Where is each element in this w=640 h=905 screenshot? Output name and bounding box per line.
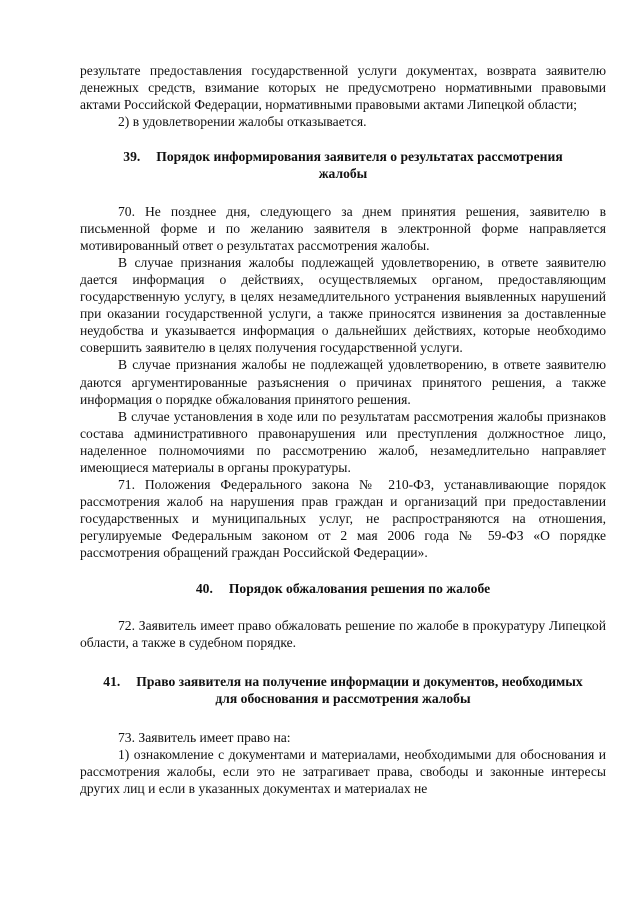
- paragraph-72: 72. Заявитель имеет право обжаловать решение по жалобе в прокуратуру Липецкой области, а также в судебном порядке.: [80, 617, 606, 650]
- paragraph-70-rejected: В случае признания жалобы не подлежащей удовлетворению, в ответе заявителю даются аргументированные разъяснения о причинах принятого решения, а также информация о порядке обжалования принятого решения.: [80, 357, 606, 407]
- section-number: 40.: [195, 580, 213, 596]
- paragraph-70-offense: В случае установления в ходе или по результатам рассмотрения жалобы признаков состава административного правонарушения или преступления должностное лицо, наделенное полномочиями по рассмотрению жалоб, незамедлительно направляет имеющиеся материалы в органы прокуратуры.: [80, 408, 606, 475]
- continuation-paragraph: результате предоставления государственной услуги документах, возврата заявителю денежных средств, взимание которых не предусмотрено нормативными правовыми актами Российской Федерации, нормативными правовыми актами Липецкой области;: [80, 63, 606, 113]
- paragraph-73: 73. Заявитель имеет право на:: [118, 730, 291, 745]
- list-item-2: 2) в удовлетворении жалобы отказывается.: [118, 114, 367, 130]
- section-40-heading: [80, 580, 606, 597]
- section-title: Порядок обжалования решения по жалобе: [228, 580, 491, 596]
- paragraph-71: 71. Положения Федерального закона № 210-ФЗ, устанавливающие порядок рассмотрения жалоб на нарушения прав граждан и организаций при предоставлении государственных и муниципальных услуг, не распространяются на отношения, регулируемые Федеральным законом от 2 мая 2006 года № 59-ФЗ «О порядке рассмотрения обращений граждан Российской Федерации».: [80, 477, 606, 561]
- section-39-heading: [80, 148, 606, 182]
- section-number: 39.: [123, 149, 141, 165]
- section-number: 41.: [103, 673, 121, 689]
- section-title: Порядок информирования заявителя о результатах рассмотрения жалобы: [156, 149, 563, 182]
- paragraph-70: 70. Не позднее дня, следующего за днем принятия решения, заявителю в письменной форме и по желанию заявителя в электронной форме направляется мотивированный ответ о результатах рассмотрения жалобы.: [80, 203, 606, 253]
- document-page: [80, 62, 606, 797]
- section-title: Право заявителя на получение информации и документов, необходимых для обоснования и рассмотрения жалобы: [136, 673, 583, 706]
- paragraph-70-satisfied: В случае признания жалобы подлежащей удовлетворению, в ответе заявителю дается информация о действиях, осуществляемых органом, предоставляющим государственную услугу, в целях незамедлительного устранения выявленных нарушений при оказании государственной услуги, а также приносятся извинения за доставленные неудобства и указывается информация о дальнейших действиях, которые необходимо совершить заявителю в целях получения государственной услуги.: [80, 254, 606, 356]
- section-41-heading: [80, 673, 606, 707]
- paragraph-73-item-1: 1) ознакомление с документами и материалами, необходимыми для обоснования и рассмотрения жалобы, если это не затрагивает права, свободы и законные интересы других лиц и если в указанных документах и материалах не: [80, 747, 606, 797]
